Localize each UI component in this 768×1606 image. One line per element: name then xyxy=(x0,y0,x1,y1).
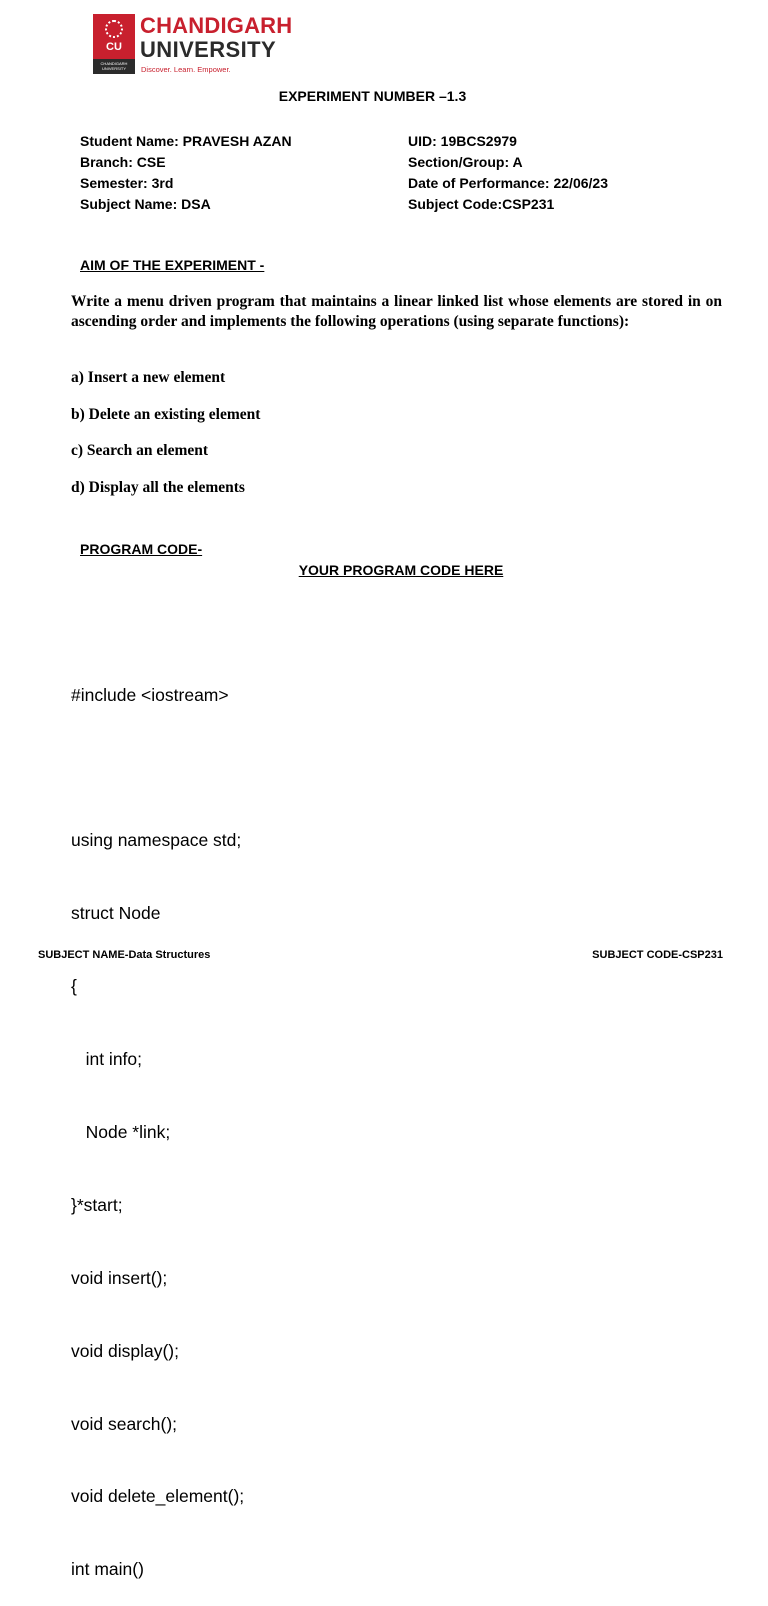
code-line: Node *link; xyxy=(71,1121,171,1142)
aim-heading: AIM OF THE EXPERIMENT - xyxy=(80,257,265,273)
code-line: struct Node xyxy=(71,903,161,924)
code-line: using namespace std; xyxy=(71,830,242,851)
code-line: void display(); xyxy=(71,1340,179,1361)
code-line: void search(); xyxy=(71,1413,178,1434)
university-logo xyxy=(93,13,293,76)
semester: Semester: 3rd xyxy=(80,175,174,191)
student-info-right xyxy=(408,131,608,215)
logo-line-2: UNIVERSITY xyxy=(140,37,277,62)
code-line xyxy=(71,755,244,779)
logo-line-1: CHANDIGARH xyxy=(140,13,293,38)
code-line: int info; xyxy=(71,1049,143,1070)
code-line: int main() xyxy=(71,1559,144,1580)
code-block xyxy=(71,634,244,1606)
program-code-heading: PROGRAM CODE- xyxy=(80,541,203,557)
gear-emblem-icon xyxy=(105,20,123,38)
experiment-title: EXPERIMENT NUMBER –1.3 xyxy=(278,88,467,104)
student-info-left xyxy=(80,131,292,215)
subject-name: Subject Name: DSA xyxy=(80,196,211,212)
code-line: #include <iostream> xyxy=(71,684,229,705)
operation-item: d) Display all the elements xyxy=(71,479,245,496)
cu-shield-logo xyxy=(93,14,135,74)
operation-item: c) Search an element xyxy=(71,442,209,459)
branch: Branch: CSE xyxy=(80,154,166,170)
aim-text: Write a menu driven program that maintains a linear linked list whose elements are stored in on ascending order and implements the following operations (using separate functions): xyxy=(71,293,722,330)
uid: UID: 19BCS2979 xyxy=(408,133,517,149)
code-line: void insert(); xyxy=(71,1267,168,1288)
logo-badge-text: CU xyxy=(106,41,122,53)
code-line: }*start; xyxy=(71,1194,123,1215)
logo-badge-caption: CHANDIGARH UNIVERSITY xyxy=(100,61,128,71)
logo-tagline: Discover. Learn. Empower. xyxy=(141,65,231,74)
footer-subject-name: SUBJECT NAME-Data Structures xyxy=(38,949,211,961)
code-line: void delete_element(); xyxy=(71,1486,245,1507)
date-of-performance: Date of Performance: 22/06/23 xyxy=(408,175,608,191)
student-name: Student Name: PRAVESH AZAN xyxy=(80,133,292,149)
operation-item: a) Insert a new element xyxy=(71,369,226,386)
footer-subject-code: SUBJECT CODE-CSP231 xyxy=(592,949,723,961)
section-group: Section/Group: A xyxy=(408,154,523,170)
code-line: { xyxy=(71,976,77,997)
subject-code: Subject Code:CSP231 xyxy=(408,196,555,212)
program-code-subheading: YOUR PROGRAM CODE HERE xyxy=(298,562,504,578)
operation-item: b) Delete an existing element xyxy=(71,406,261,423)
